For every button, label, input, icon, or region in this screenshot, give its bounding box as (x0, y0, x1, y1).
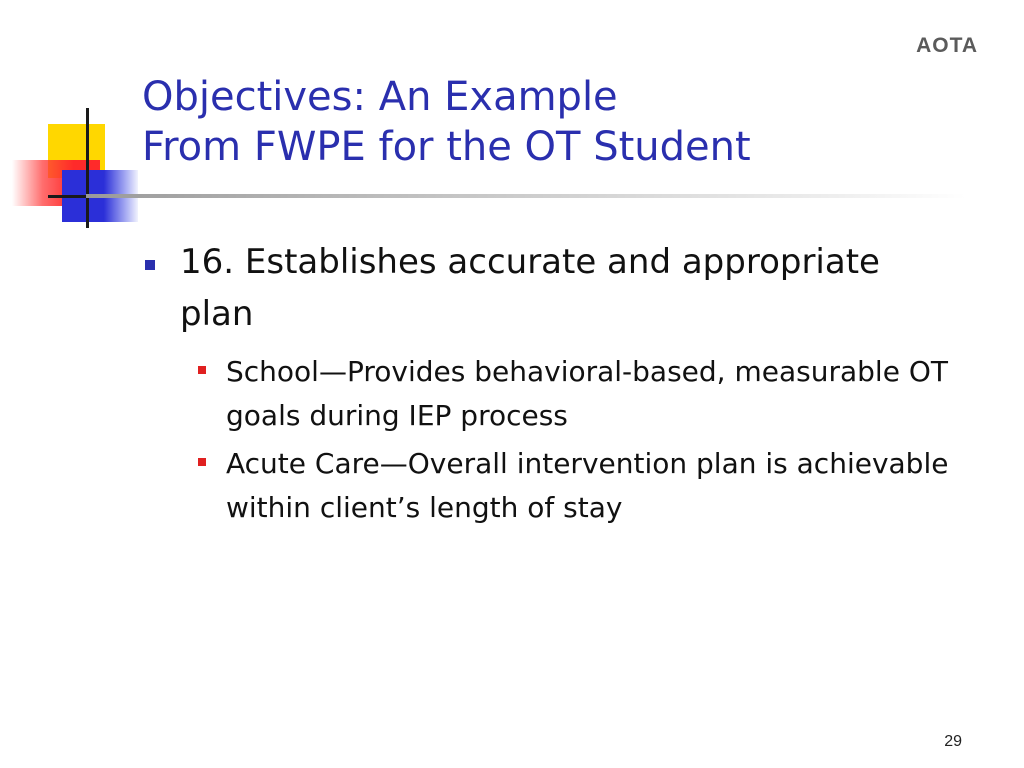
sub-bullet-text: School—Provides behavioral-based, measurable OT goals during IEP process (226, 355, 948, 432)
bullet-item (142, 236, 962, 340)
slide-body (142, 236, 962, 530)
page-number: 29 (944, 733, 962, 750)
slide-title (142, 72, 751, 172)
square-bullet-icon (198, 458, 206, 466)
decorative-vertical-line (86, 108, 89, 228)
aota-logo: AOTA (916, 34, 978, 57)
bullet-text: 16. Establishes accurate and appropriate plan (180, 242, 880, 334)
square-bullet-icon (145, 260, 155, 270)
title-underline (86, 194, 966, 198)
sub-bullet-item (226, 350, 962, 438)
sub-bullet-text: Acute Care—Overall intervention plan is achievable within client’s length of stay (226, 447, 949, 524)
slide-title-line-1: Objectives: An Example (142, 74, 618, 120)
sub-bullet-item (226, 442, 962, 530)
square-bullet-icon (198, 366, 206, 374)
slide-title-line-2: From FWPE for the OT Student (142, 124, 751, 170)
